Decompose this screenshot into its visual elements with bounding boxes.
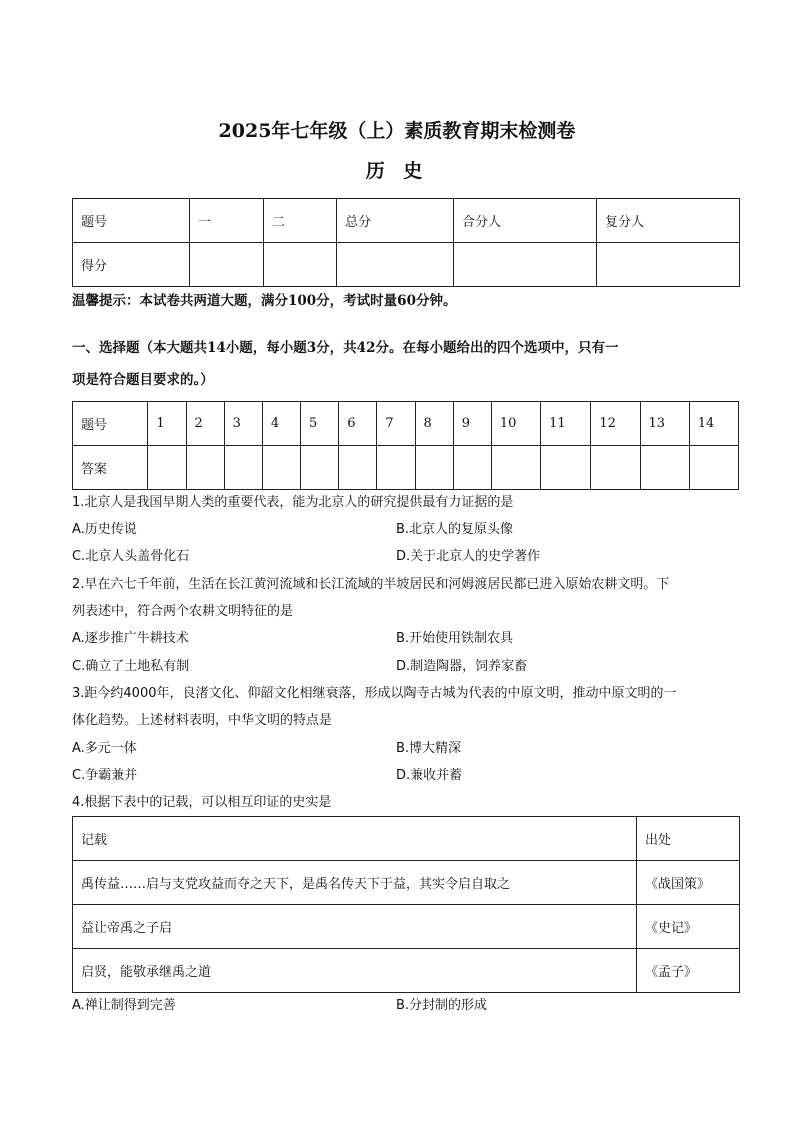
score-header-row bbox=[73, 199, 740, 243]
record-source: 《战国策》 bbox=[637, 861, 740, 905]
question-2-option-c[interactable]: C.确立了土地私有制 bbox=[72, 659, 190, 674]
question-1-option-d[interactable]: D.关于北京人的史学著作 bbox=[396, 549, 541, 564]
question-3-stem-cont: 体化趋势。上述材料表明，中华文明的特点是 bbox=[72, 713, 333, 728]
question-1-option-c[interactable]: C.北京人头盖骨化石 bbox=[72, 549, 190, 564]
score-blank-cell[interactable] bbox=[454, 243, 597, 287]
question-4-option-b[interactable]: B.分封制的形成 bbox=[396, 998, 488, 1013]
record-text: 启贤，能敬承继禹之道 bbox=[73, 949, 637, 993]
question-number: 7 bbox=[377, 402, 415, 446]
question-number: 8 bbox=[415, 402, 453, 446]
answer-blank-cell[interactable] bbox=[224, 446, 262, 490]
answer-blank-cell[interactable] bbox=[186, 446, 224, 490]
question-number: 11 bbox=[541, 402, 591, 446]
question-number: 1 bbox=[148, 402, 186, 446]
score-cell: 二 bbox=[264, 199, 337, 243]
score-cell: 一 bbox=[190, 199, 264, 243]
question-3-option-b[interactable]: B.博大精深 bbox=[396, 741, 462, 756]
question-number: 14 bbox=[689, 402, 738, 446]
score-table bbox=[72, 198, 740, 287]
answer-row-label: 题号 bbox=[73, 402, 148, 446]
answer-row-label: 答案 bbox=[73, 446, 148, 490]
question-number: 13 bbox=[640, 402, 689, 446]
answer-blank-cell[interactable] bbox=[640, 446, 689, 490]
question-4-stem: 4.根据下表中的记载，可以相互印证的史实是 bbox=[72, 795, 332, 810]
record-text: 益让帝禹之子启 bbox=[73, 905, 637, 949]
record-row bbox=[73, 861, 740, 905]
score-blank-cell[interactable] bbox=[264, 243, 337, 287]
score-blank-cell[interactable] bbox=[597, 243, 740, 287]
answer-blank-cell[interactable] bbox=[541, 446, 591, 490]
question-number: 6 bbox=[339, 402, 377, 446]
question-2-option-b[interactable]: B.开始使用铁制农具 bbox=[396, 631, 514, 646]
question-number: 2 bbox=[186, 402, 224, 446]
question-3-stem: 3.距今约4000年，良渚文化、仰韶文化相继衰落，形成以陶寺古城为代表的中原文明，推动中原文明的一 bbox=[72, 686, 677, 701]
notice-text: 温馨提示：本试卷共两道大题，满分100分，考试时量60分钟。 bbox=[72, 293, 457, 309]
score-blank-cell[interactable] bbox=[337, 243, 454, 287]
question-4-option-a[interactable]: A.禅让制得到完善 bbox=[72, 998, 176, 1013]
record-text: 禹传益……启与支党攻益而夺之天下，是禹名传天下于益，其实令启自取之 bbox=[73, 861, 637, 905]
question-number: 5 bbox=[301, 402, 339, 446]
answer-blank-cell[interactable] bbox=[491, 446, 540, 490]
score-cell: 总分 bbox=[337, 199, 454, 243]
score-cell: 复分人 bbox=[597, 199, 740, 243]
question-number: 3 bbox=[224, 402, 262, 446]
question-number: 12 bbox=[591, 402, 640, 446]
question-1-option-b[interactable]: B.北京人的复原头像 bbox=[396, 522, 514, 537]
answer-number-row bbox=[73, 402, 739, 446]
answer-blank-cell[interactable] bbox=[591, 446, 640, 490]
question-2-option-d[interactable]: D.制造陶器，饲养家畜 bbox=[396, 659, 528, 674]
question-number: 10 bbox=[491, 402, 540, 446]
question-number: 9 bbox=[453, 402, 491, 446]
question-3-option-d[interactable]: D.兼收并蓄 bbox=[396, 768, 463, 783]
answer-table bbox=[72, 401, 739, 490]
answer-blank-cell[interactable] bbox=[377, 446, 415, 490]
section1-heading-cont: 项是符合题目要求的。） bbox=[72, 372, 214, 388]
question-1-stem: 1.北京人是我国早期人类的重要代表，能为北京人的研究提供最有力证据的是 bbox=[72, 495, 514, 510]
score-cell: 题号 bbox=[73, 199, 190, 243]
answer-blank-cell[interactable] bbox=[301, 446, 339, 490]
subject-title: 历 史 bbox=[365, 160, 429, 182]
record-table bbox=[72, 816, 740, 993]
question-2-stem-cont: 列表述中，符合两个农耕文明特征的是 bbox=[72, 604, 294, 619]
section1-heading: 一、选择题（本大题共14小题，每小题3分，共42分。在每小题给出的四个选项中，只有一 bbox=[72, 340, 619, 356]
record-source: 《孟子》 bbox=[637, 949, 740, 993]
question-2-option-a[interactable]: A.逐步推广牛耕技术 bbox=[72, 631, 189, 646]
question-1-option-a[interactable]: A.历史传说 bbox=[72, 522, 137, 537]
answer-blank-cell[interactable] bbox=[453, 446, 491, 490]
answer-blank-cell[interactable] bbox=[415, 446, 453, 490]
record-header: 出处 bbox=[637, 817, 740, 861]
exam-title: 2025年七年级（上）素质教育期末检测卷 bbox=[218, 120, 576, 142]
question-number: 4 bbox=[262, 402, 300, 446]
question-3-option-c[interactable]: C.争霸兼并 bbox=[72, 768, 138, 783]
record-header: 记载 bbox=[73, 817, 637, 861]
record-header-row bbox=[73, 817, 740, 861]
record-row bbox=[73, 905, 740, 949]
question-2-stem: 2.早在六七千年前，生活在长江黄河流域和长江流域的半坡居民和河姆渡居民都已进入原始农耕文明。下 bbox=[72, 577, 670, 592]
answer-blank-row bbox=[73, 446, 739, 490]
question-3-option-a[interactable]: A.多元一体 bbox=[72, 741, 137, 756]
record-row bbox=[73, 949, 740, 993]
record-source: 《史记》 bbox=[637, 905, 740, 949]
score-blank-cell[interactable] bbox=[190, 243, 264, 287]
score-value-row bbox=[73, 243, 740, 287]
answer-blank-cell[interactable] bbox=[262, 446, 300, 490]
answer-blank-cell[interactable] bbox=[689, 446, 738, 490]
answer-blank-cell[interactable] bbox=[148, 446, 186, 490]
score-cell: 合分人 bbox=[454, 199, 597, 243]
answer-blank-cell[interactable] bbox=[339, 446, 377, 490]
score-label: 得分 bbox=[73, 243, 190, 287]
